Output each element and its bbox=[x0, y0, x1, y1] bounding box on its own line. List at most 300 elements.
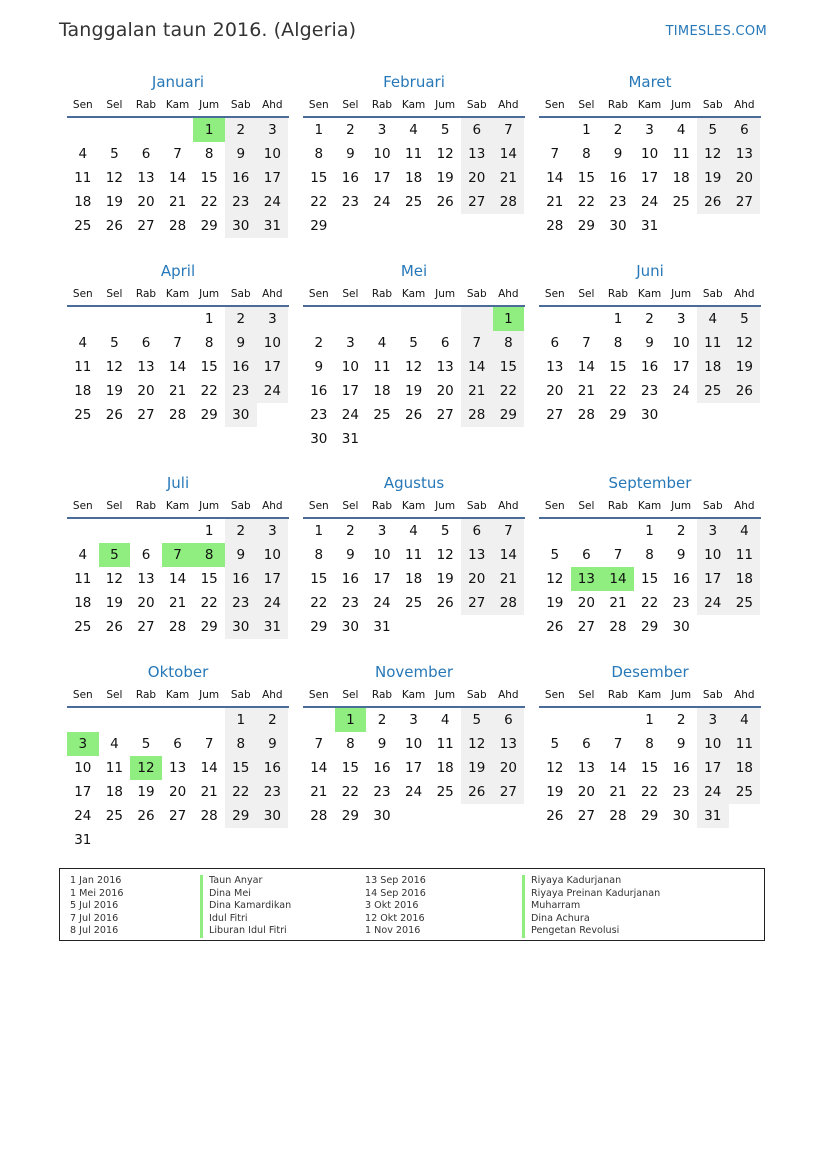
day-cell: 8 bbox=[645, 736, 654, 752]
legend-date: 8 Jul 2016 bbox=[70, 925, 119, 936]
day-cell: 21 bbox=[461, 379, 493, 403]
day-cell: 11 bbox=[729, 543, 761, 567]
day-cell: 8 bbox=[204, 335, 214, 351]
weekday-label: Kam bbox=[637, 288, 662, 300]
week-row bbox=[539, 331, 761, 355]
day-cell-empty bbox=[461, 307, 493, 331]
day-cell-empty bbox=[461, 615, 493, 639]
day-cell: 28 bbox=[577, 407, 595, 423]
day-cell: 28 bbox=[310, 808, 328, 824]
weekday-label: Kam bbox=[401, 99, 426, 111]
day-cell: 28 bbox=[168, 218, 187, 234]
day-cell-empty bbox=[398, 214, 430, 238]
day-cell-empty bbox=[99, 519, 131, 543]
day-cell-empty bbox=[162, 708, 194, 732]
day-cell: 28 bbox=[168, 407, 187, 423]
week-row bbox=[67, 804, 289, 828]
day-cell: 21 bbox=[168, 383, 187, 399]
day-cell: 7 bbox=[550, 146, 560, 162]
day-cell: 18 bbox=[697, 355, 729, 379]
day-cell: 14 bbox=[168, 359, 187, 375]
day-cell: 22 bbox=[200, 194, 218, 210]
month-name: Januari bbox=[151, 73, 205, 91]
day-cell-empty bbox=[162, 118, 194, 142]
day-cell: 20 bbox=[546, 383, 564, 399]
week-row bbox=[67, 780, 289, 804]
day-cell-empty bbox=[571, 519, 603, 543]
week-row bbox=[539, 142, 761, 166]
legend-holiday-name: Riyaya Kadurjanan bbox=[522, 875, 660, 888]
day-cell: 4 bbox=[78, 335, 88, 351]
day-cell: 16 bbox=[373, 760, 391, 776]
day-cell: 30 bbox=[640, 407, 659, 423]
day-cell: 3 bbox=[377, 523, 387, 539]
day-cell-empty bbox=[67, 708, 99, 732]
day-cell: 6 bbox=[173, 736, 182, 752]
weekday-label: Sab bbox=[466, 689, 487, 701]
day-cell: 3 bbox=[257, 118, 289, 142]
day-cell: 16 bbox=[310, 383, 328, 399]
day-cell: 24 bbox=[257, 379, 289, 403]
day-cell: 2 bbox=[346, 523, 355, 539]
day-cell-empty bbox=[130, 519, 162, 543]
weekday-label: Jum bbox=[199, 500, 220, 512]
weekday-header bbox=[303, 684, 525, 708]
weekday-label: Ahd bbox=[498, 689, 519, 701]
day-cell: 2 bbox=[377, 712, 387, 728]
day-cell: 24 bbox=[672, 383, 690, 399]
day-cell: 1 bbox=[645, 523, 654, 539]
day-cell: 12 bbox=[697, 142, 729, 166]
month-1 bbox=[67, 72, 289, 238]
weekday-label: Kam bbox=[401, 689, 426, 701]
weekday-label: Sel bbox=[578, 500, 595, 512]
day-cell: 21 bbox=[577, 383, 595, 399]
month-name: April bbox=[160, 262, 196, 280]
day-cell: 31 bbox=[74, 832, 92, 848]
legend-holiday-name: Pengetan Revolusi bbox=[522, 925, 660, 938]
weekday-label: Sel bbox=[106, 500, 123, 512]
week-row bbox=[67, 355, 289, 379]
day-cell: 29 bbox=[200, 218, 218, 234]
day-cell: 16 bbox=[672, 760, 690, 776]
page-title: Tanggalan taun 2016. (Algeria) bbox=[59, 19, 357, 41]
weekday-label: Kam bbox=[165, 288, 190, 300]
month-name: Desember bbox=[611, 663, 689, 681]
day-cell: 27 bbox=[137, 619, 155, 635]
day-cell-empty bbox=[493, 214, 525, 238]
day-cell: 27 bbox=[461, 190, 493, 214]
day-cell: 12 bbox=[436, 547, 454, 563]
day-cell: 11 bbox=[697, 331, 729, 355]
day-cell: 2 bbox=[676, 712, 686, 728]
day-cell: 10 bbox=[341, 359, 359, 375]
day-cell: 17 bbox=[697, 567, 729, 591]
day-cell: 25 bbox=[373, 407, 391, 423]
legend-names-column bbox=[200, 875, 291, 938]
legend-date: 1 Jan 2016 bbox=[70, 875, 122, 886]
day-cell: 16 bbox=[225, 567, 257, 591]
day-cell-empty bbox=[366, 427, 398, 451]
day-cell: 1 bbox=[225, 708, 257, 732]
day-cell: 19 bbox=[546, 595, 564, 611]
day-cell: 7 bbox=[582, 335, 591, 351]
day-cell: 14 bbox=[200, 760, 218, 776]
week-row bbox=[67, 142, 289, 166]
day-cell: 19 bbox=[436, 170, 454, 186]
weekday-label: Sen bbox=[308, 500, 329, 512]
legend-holiday-name: Liburan Idul Fitri bbox=[200, 925, 291, 938]
week-row bbox=[539, 615, 761, 639]
day-cell: 6 bbox=[550, 335, 560, 351]
month-9 bbox=[539, 473, 761, 639]
day-cell: 28 bbox=[461, 403, 493, 427]
day-cell: 23 bbox=[257, 780, 289, 804]
day-cell: 12 bbox=[461, 732, 493, 756]
week-row bbox=[303, 166, 525, 190]
day-cell: 9 bbox=[346, 547, 355, 563]
day-cell: 12 bbox=[546, 760, 564, 776]
week-row bbox=[539, 708, 761, 732]
weekday-label: Rab bbox=[371, 288, 393, 300]
day-cell: 6 bbox=[729, 118, 761, 142]
day-cell: 19 bbox=[105, 595, 123, 611]
day-cell: 11 bbox=[105, 760, 123, 776]
weekday-label: Sen bbox=[72, 500, 93, 512]
week-row bbox=[539, 190, 761, 214]
weekday-label: Sel bbox=[342, 500, 359, 512]
day-cell: 24 bbox=[74, 808, 92, 824]
day-cell: 8 bbox=[582, 146, 591, 162]
day-cell: 9 bbox=[225, 142, 257, 166]
day-cell: 13 bbox=[137, 170, 155, 186]
day-cell: 24 bbox=[257, 190, 289, 214]
weekday-label: Sab bbox=[230, 689, 251, 701]
day-cell: 27 bbox=[729, 190, 761, 214]
day-cell: 20 bbox=[577, 784, 595, 800]
day-cell: 17 bbox=[341, 383, 359, 399]
day-cell-empty bbox=[303, 708, 335, 732]
week-row bbox=[67, 591, 289, 615]
day-cell-empty bbox=[366, 214, 398, 238]
week-row bbox=[539, 756, 761, 780]
day-cell: 3 bbox=[697, 708, 729, 732]
day-cell-empty bbox=[729, 615, 761, 639]
legend-holiday-name: Idul Fitri bbox=[200, 913, 291, 926]
day-cell: 22 bbox=[200, 595, 218, 611]
weekday-header bbox=[67, 94, 289, 118]
day-cell: 30 bbox=[225, 403, 257, 427]
day-cell: 9 bbox=[613, 146, 623, 162]
day-cell: 17 bbox=[373, 170, 391, 186]
day-cell-empty bbox=[130, 828, 162, 852]
day-cell: 5 bbox=[729, 307, 761, 331]
day-cell-empty bbox=[539, 519, 571, 543]
day-cell: 22 bbox=[310, 595, 328, 611]
day-cell: 11 bbox=[672, 146, 690, 162]
day-cell: 26 bbox=[105, 218, 123, 234]
weekday-label: Jum bbox=[671, 689, 692, 701]
weekday-label: Ahd bbox=[262, 500, 283, 512]
day-cell: 18 bbox=[74, 595, 92, 611]
day-cell: 7 bbox=[493, 118, 525, 142]
day-cell: 4 bbox=[377, 335, 387, 351]
weekday-label: Sab bbox=[466, 288, 487, 300]
day-cell: 29 bbox=[310, 218, 328, 234]
day-cell: 20 bbox=[137, 595, 155, 611]
weekday-label: Sen bbox=[544, 689, 565, 701]
legend-date: 12 Okt 2016 bbox=[365, 912, 425, 924]
day-cell: 9 bbox=[676, 547, 686, 563]
weekday-header bbox=[539, 283, 761, 307]
day-cell: 8 bbox=[645, 547, 654, 563]
day-cell: 19 bbox=[436, 571, 454, 587]
day-cell: 10 bbox=[640, 146, 659, 162]
legend-date: 7 Jul 2016 bbox=[70, 912, 119, 924]
weekday-label: Rab bbox=[607, 99, 629, 111]
weekday-label: Kam bbox=[165, 500, 190, 512]
day-cell: 6 bbox=[582, 736, 591, 752]
day-cell: 4 bbox=[697, 307, 729, 331]
day-cell-empty bbox=[729, 804, 761, 828]
legend-holiday-name: Riyaya Preinan Kadurjanan bbox=[522, 888, 660, 901]
weekday-label: Jum bbox=[435, 99, 456, 111]
weekday-header bbox=[539, 94, 761, 118]
day-cell: 11 bbox=[729, 732, 761, 756]
weekday-label: Ahd bbox=[262, 288, 283, 300]
day-cell: 25 bbox=[729, 591, 761, 615]
day-cell: 30 bbox=[341, 619, 359, 635]
day-cell: 18 bbox=[74, 383, 92, 399]
day-cell-empty bbox=[99, 118, 131, 142]
week-row bbox=[539, 379, 761, 403]
day-cell: 17 bbox=[640, 170, 659, 186]
weekday-label: Jum bbox=[199, 689, 220, 701]
week-row bbox=[539, 118, 761, 142]
legend-date: 3 Okt 2016 bbox=[365, 900, 419, 911]
day-cell: 2 bbox=[314, 335, 324, 351]
day-cell: 25 bbox=[74, 218, 92, 234]
day-cell: 14 bbox=[168, 170, 187, 186]
day-cell: 23 bbox=[373, 784, 391, 800]
day-cell: 10 bbox=[672, 335, 690, 351]
day-cell: 31 bbox=[257, 615, 289, 639]
week-row bbox=[539, 591, 761, 615]
day-cell: 15 bbox=[577, 170, 595, 186]
day-cell: 15 bbox=[310, 170, 328, 186]
day-cell: 1 bbox=[204, 523, 214, 539]
day-cell: 10 bbox=[373, 547, 391, 563]
day-cell: 28 bbox=[609, 619, 627, 635]
day-cell-empty bbox=[335, 307, 367, 331]
month-name: Agustus bbox=[383, 474, 445, 492]
day-cell-empty bbox=[493, 804, 525, 828]
weekday-label: Kam bbox=[401, 288, 426, 300]
weekday-label: Sen bbox=[544, 99, 565, 111]
day-cell: 16 bbox=[341, 571, 359, 587]
holiday-day-cell: 7 bbox=[162, 543, 194, 567]
day-cell: 14 bbox=[577, 359, 595, 375]
day-cell-empty bbox=[539, 118, 571, 142]
weekday-label: Sel bbox=[578, 689, 595, 701]
holiday-day-cell: 5 bbox=[99, 543, 131, 567]
day-cell: 13 bbox=[729, 142, 761, 166]
week-row bbox=[67, 379, 289, 403]
day-cell: 12 bbox=[105, 170, 123, 186]
day-cell: 5 bbox=[440, 523, 450, 539]
day-cell: 1 bbox=[204, 311, 214, 327]
day-cell: 6 bbox=[440, 335, 450, 351]
day-cell: 4 bbox=[409, 523, 418, 539]
week-row bbox=[539, 543, 761, 567]
day-cell: 7 bbox=[204, 736, 214, 752]
day-cell: 29 bbox=[310, 619, 328, 635]
day-cell: 12 bbox=[729, 331, 761, 355]
weekday-label: Sen bbox=[72, 689, 93, 701]
day-cell: 16 bbox=[257, 756, 289, 780]
day-cell-empty bbox=[697, 214, 729, 238]
month-7 bbox=[67, 473, 289, 639]
day-cell: 25 bbox=[404, 194, 423, 210]
day-cell: 18 bbox=[404, 571, 423, 587]
day-cell: 25 bbox=[404, 595, 423, 611]
day-cell: 15 bbox=[609, 359, 627, 375]
day-cell: 8 bbox=[225, 732, 257, 756]
day-cell: 18 bbox=[672, 170, 690, 186]
month-6 bbox=[539, 261, 761, 427]
day-cell: 8 bbox=[613, 335, 623, 351]
day-cell: 1 bbox=[645, 712, 654, 728]
day-cell: 14 bbox=[168, 571, 187, 587]
day-cell: 20 bbox=[729, 166, 761, 190]
legend-date: 1 Mei 2016 bbox=[70, 887, 124, 899]
day-cell: 5 bbox=[550, 736, 560, 752]
day-cell: 11 bbox=[74, 571, 92, 587]
holiday-day-cell: 1 bbox=[493, 307, 525, 331]
day-cell: 7 bbox=[173, 335, 182, 351]
day-cell: 24 bbox=[341, 407, 359, 423]
weekday-label: Sab bbox=[702, 99, 723, 111]
weekday-header bbox=[67, 684, 289, 708]
day-cell: 6 bbox=[582, 547, 591, 563]
day-cell-empty bbox=[99, 828, 131, 852]
day-cell-empty bbox=[366, 307, 398, 331]
week-row bbox=[67, 307, 289, 331]
day-cell: 11 bbox=[404, 547, 423, 563]
day-cell: 24 bbox=[697, 591, 729, 615]
weekday-label: Ahd bbox=[498, 288, 519, 300]
day-cell: 29 bbox=[577, 218, 595, 234]
day-cell: 7 bbox=[173, 146, 182, 162]
day-cell: 18 bbox=[436, 760, 454, 776]
weekday-label: Rab bbox=[135, 288, 157, 300]
weekday-label: Rab bbox=[371, 99, 393, 111]
month-12 bbox=[539, 662, 761, 828]
weekday-label: Sel bbox=[342, 99, 359, 111]
day-cell: 31 bbox=[341, 431, 359, 447]
day-cell: 2 bbox=[257, 708, 289, 732]
day-cell: 22 bbox=[341, 784, 359, 800]
day-cell: 5 bbox=[409, 335, 418, 351]
day-cell-empty bbox=[257, 403, 289, 427]
legend-dates-column bbox=[70, 875, 123, 938]
day-cell: 29 bbox=[341, 808, 359, 824]
day-cell: 3 bbox=[697, 519, 729, 543]
weekday-label: Jum bbox=[435, 500, 456, 512]
day-cell: 15 bbox=[225, 756, 257, 780]
day-cell: 5 bbox=[697, 118, 729, 142]
day-cell: 3 bbox=[346, 335, 355, 351]
day-cell: 21 bbox=[310, 784, 328, 800]
day-cell: 16 bbox=[640, 359, 659, 375]
day-cell-empty bbox=[729, 403, 761, 427]
month-2 bbox=[303, 72, 525, 238]
weekday-label: Sel bbox=[578, 288, 595, 300]
day-cell-empty bbox=[162, 519, 194, 543]
day-cell: 9 bbox=[225, 331, 257, 355]
weekday-label: Sel bbox=[578, 99, 595, 111]
week-row bbox=[67, 214, 289, 238]
holiday-legend bbox=[59, 868, 765, 941]
day-cell: 10 bbox=[697, 543, 729, 567]
week-row bbox=[539, 307, 761, 331]
brand-link[interactable]: TIMESLES.COM bbox=[665, 24, 767, 39]
day-cell: 18 bbox=[74, 194, 92, 210]
week-row bbox=[303, 214, 525, 238]
day-cell: 6 bbox=[141, 335, 151, 351]
day-cell-empty bbox=[99, 708, 131, 732]
day-cell: 26 bbox=[137, 808, 155, 824]
month-8 bbox=[303, 473, 525, 639]
day-cell: 3 bbox=[676, 311, 686, 327]
day-cell: 29 bbox=[200, 619, 218, 635]
day-cell: 6 bbox=[141, 547, 151, 563]
day-cell: 17 bbox=[257, 355, 289, 379]
day-cell: 9 bbox=[257, 732, 289, 756]
day-cell: 18 bbox=[404, 170, 423, 186]
day-cell: 30 bbox=[373, 808, 391, 824]
weekday-label: Rab bbox=[371, 500, 393, 512]
day-cell: 12 bbox=[105, 571, 123, 587]
day-cell: 30 bbox=[225, 214, 257, 238]
day-cell: 22 bbox=[493, 379, 525, 403]
day-cell: 23 bbox=[640, 383, 659, 399]
day-cell: 19 bbox=[729, 355, 761, 379]
legend-date: 13 Sep 2016 bbox=[365, 875, 426, 886]
day-cell: 13 bbox=[436, 359, 454, 375]
day-cell: 27 bbox=[461, 591, 493, 615]
weekday-label: Kam bbox=[637, 500, 662, 512]
day-cell: 11 bbox=[74, 359, 92, 375]
day-cell: 19 bbox=[105, 194, 123, 210]
day-cell-empty bbox=[697, 403, 729, 427]
day-cell: 13 bbox=[493, 732, 525, 756]
day-cell-empty bbox=[429, 307, 461, 331]
weekday-header bbox=[303, 283, 525, 307]
holiday-day-cell: 1 bbox=[335, 708, 367, 732]
week-row bbox=[539, 403, 761, 427]
week-row bbox=[303, 708, 525, 732]
day-cell: 9 bbox=[377, 736, 387, 752]
day-cell: 23 bbox=[341, 194, 359, 210]
day-cell: 16 bbox=[225, 166, 257, 190]
day-cell: 8 bbox=[346, 736, 355, 752]
day-cell: 1 bbox=[613, 311, 623, 327]
month-name: Juli bbox=[166, 474, 190, 492]
weekday-label: Sel bbox=[342, 689, 359, 701]
week-row bbox=[303, 142, 525, 166]
weekday-header bbox=[539, 495, 761, 519]
